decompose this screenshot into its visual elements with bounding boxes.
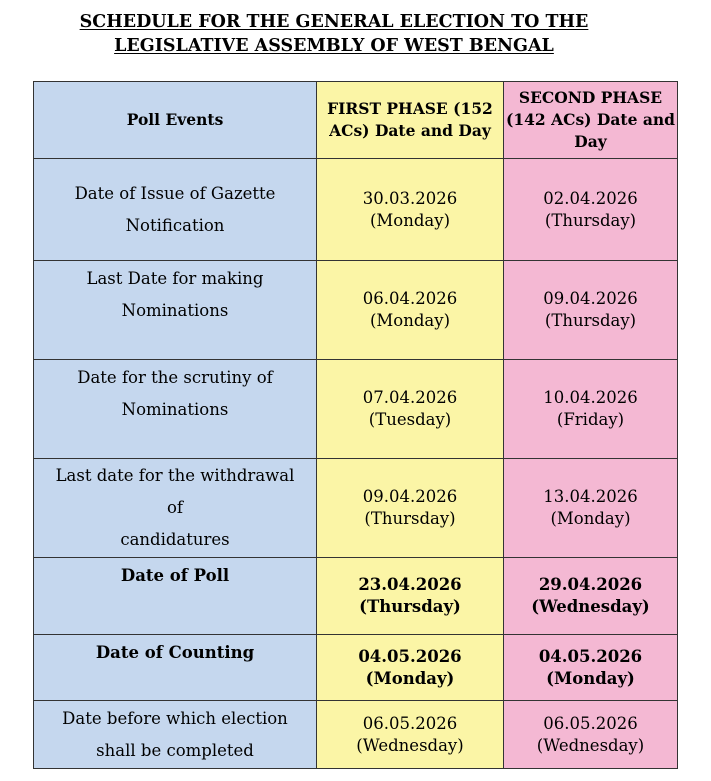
event-cell: Date for the scrutiny of Nominations <box>34 360 317 459</box>
first-phase-date-cell: 09.04.2026 (Thursday) <box>317 459 504 558</box>
table-row-date-of-poll <box>34 558 678 635</box>
event-cell: Last date for the withdrawal of candidatures <box>34 459 317 558</box>
table-row <box>34 459 678 558</box>
header-second-phase: SECOND PHASE (142 ACs) Date and Day <box>504 82 678 159</box>
second-phase-date-cell: 06.05.2026 (Wednesday) <box>504 701 678 769</box>
event-cell: Last Date for making Nominations <box>34 261 317 360</box>
event-cell: Date of Poll <box>34 558 317 635</box>
first-phase-date-cell: 04.05.2026 (Monday) <box>317 635 504 701</box>
second-phase-date-cell: 09.04.2026 (Thursday) <box>504 261 678 360</box>
table-row <box>34 159 678 261</box>
election-schedule-table <box>33 81 678 769</box>
second-phase-date-cell: 29.04.2026 (Wednesday) <box>504 558 678 635</box>
event-cell: Date before which election shall be completed <box>34 701 317 769</box>
header-poll-events: Poll Events <box>34 82 317 159</box>
second-phase-date-cell: 04.05.2026 (Monday) <box>504 635 678 701</box>
document-title <box>0 10 668 58</box>
first-phase-date-cell: 06.05.2026 (Wednesday) <box>317 701 504 769</box>
table-row <box>34 701 678 769</box>
event-cell: Date of Issue of Gazette Notification <box>34 159 317 261</box>
first-phase-date-cell: 30.03.2026 (Monday) <box>317 159 504 261</box>
table-row-date-of-counting <box>34 635 678 701</box>
title-line-2: LEGISLATIVE ASSEMBLY OF WEST BENGAL <box>114 36 554 56</box>
table-header-row <box>34 82 678 159</box>
first-phase-date-cell: 07.04.2026 (Tuesday) <box>317 360 504 459</box>
header-first-phase: FIRST PHASE (152 ACs) Date and Day <box>317 82 504 159</box>
event-cell: Date of Counting <box>34 635 317 701</box>
title-line-1: SCHEDULE FOR THE GENERAL ELECTION TO THE <box>79 12 589 32</box>
second-phase-date-cell: 10.04.2026 (Friday) <box>504 360 678 459</box>
table-row <box>34 261 678 360</box>
first-phase-date-cell: 06.04.2026 (Monday) <box>317 261 504 360</box>
second-phase-date-cell: 02.04.2026 (Thursday) <box>504 159 678 261</box>
table-row <box>34 360 678 459</box>
first-phase-date-cell: 23.04.2026 (Thursday) <box>317 558 504 635</box>
second-phase-date-cell: 13.04.2026 (Monday) <box>504 459 678 558</box>
